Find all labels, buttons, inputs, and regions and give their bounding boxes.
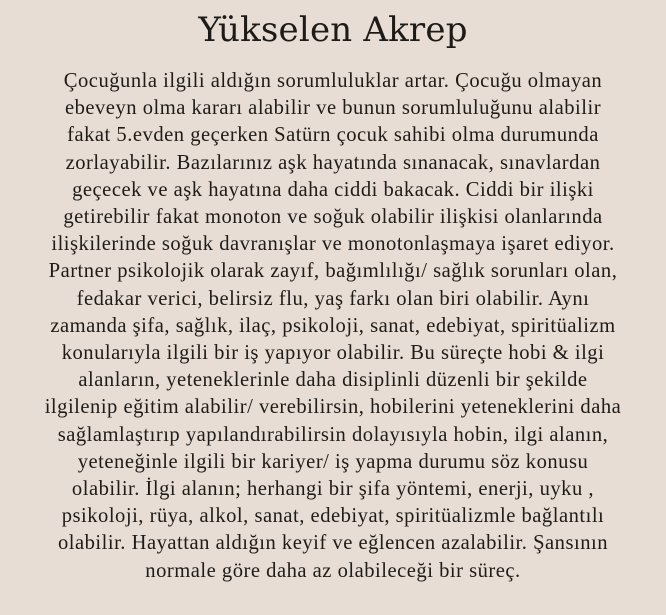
text-line: olabilir. İlgi alanın; herhangi bir şifa yöntemi, enerji, uyku , [71,478,595,501]
text-line: normale göre daha az olabileceği bir süreç. [145,559,521,582]
text-line: getirebilir fakat monoton ve soğuk olabilir ilişkisi olanlarında [63,206,603,229]
text-line: zamanda şifa, sağlık, ilaç, psikoloji, sanat, edebiyat, spiritüalizm [50,314,616,337]
text-line: ebeveyn olma kararı alabilir ve bunun sorumluluğunu alabilir [64,97,602,120]
text-line: konularıyla ilgili bir iş yapıyor olabilir. Bu süreçte hobi & ilgi [61,342,605,365]
text-line: olabilir. Hayattan aldığın keyif ve eğlencen azalabilir. Şansının [57,532,609,555]
text-line: Partner psikolojik olarak zayıf, bağımlılığı/ sağlık sorunları olan, [48,260,618,283]
text-line: geçecek ve aşk hayatına daha ciddi bakacak. Ciddi bir ilişki [72,178,594,201]
text-line: zorlayabilir. Bazılarınız aşk hayatında sınanacak, sınavlardan [65,151,601,174]
text-line: fakat 5.evden geçerken Satürn çocuk sahibi olma durumunda [67,124,599,147]
body-paragraph [10,68,656,585]
text-line: Çocuğunla ilgili aldığın sorumluluklar artar. Çocuğu olmayan [63,70,603,92]
text-line: psikoloji, rüya, alkol, sanat, edebiyat, spiritüalizmle bağlantılı [61,505,605,528]
text-line: alanların, yeteneklerinle daha disiplinli düzenli bir şekilde [78,369,588,392]
text-line: ilişkilerinde soğuk davranışlar ve monotonlaşmaya işaret ediyor. [51,233,615,256]
text-line: sağlamlaştırıp yapılandırabilirsin dolayısıyla hobin, ilgi alanın, [57,423,609,446]
page-title: Yükselen Akrep [198,10,468,50]
text-line: fedakar verici, belirsiz flu, yaş farkı olan biri olabilir. Aynı [76,287,590,310]
text-line: yeteneğinle ilgili bir kariyer/ iş yapma durumu söz konusu [77,450,589,473]
text-line: ilgilenip eğitim alabilir/ verebilirsin, hobilerini yeteneklerini daha [44,396,622,419]
